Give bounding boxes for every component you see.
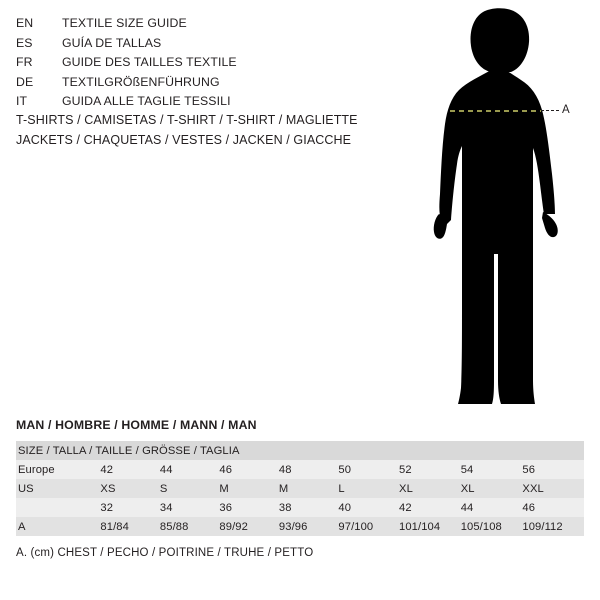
language-code: EN	[16, 16, 34, 30]
table-row	[16, 498, 584, 517]
language-code: ES	[16, 35, 33, 50]
table-cell: 42	[399, 498, 461, 517]
language-list	[16, 14, 376, 112]
language-text: TEXTILGRÖßENFÜHRUNG	[62, 74, 220, 89]
table-cell: XL	[399, 479, 461, 498]
table-cell: 36	[219, 498, 279, 517]
language-row	[16, 73, 376, 93]
table-cell: XXL	[522, 479, 584, 498]
table-cell: 38	[279, 498, 339, 517]
table-cell: 44	[160, 460, 220, 479]
table-cell: 109/112	[522, 517, 584, 536]
table-cell: S	[160, 479, 220, 498]
size-table-container	[16, 441, 584, 536]
male-silhouette-figure	[395, 8, 600, 408]
language-text: TEXTILE SIZE GUIDE	[62, 16, 187, 30]
table-cell: 46	[522, 498, 584, 517]
table-cell: 85/88	[160, 517, 220, 536]
table-cell: 56	[522, 460, 584, 479]
table-cell: 52	[399, 460, 461, 479]
table-cell: XS	[100, 479, 160, 498]
table-cell: 54	[461, 460, 523, 479]
table-cell: 101/104	[399, 517, 461, 536]
language-code: FR	[16, 55, 33, 69]
language-text: GUIDE DES TAILLES TEXTILE	[62, 55, 237, 69]
table-cell: 89/92	[219, 517, 279, 536]
language-row	[16, 34, 376, 54]
language-row	[16, 53, 376, 73]
row-label: A	[16, 517, 100, 536]
table-cell: 42	[100, 460, 160, 479]
language-code: IT	[16, 94, 28, 108]
row-label	[16, 498, 100, 517]
table-header-label: SIZE / TALLA / TAILLE / GRÖSSE / TAGLIA	[16, 441, 584, 460]
garment-category-list	[16, 110, 416, 150]
language-row	[16, 14, 376, 34]
table-cell: 32	[100, 498, 160, 517]
row-label: Europe	[16, 460, 100, 479]
callout-dash-line	[541, 110, 559, 112]
category-tshirts: T-SHIRTS / CAMISETAS / T-SHIRT / T-SHIRT / MAGLIETTE	[16, 113, 358, 127]
row-label: US	[16, 479, 100, 498]
table-header-row	[16, 441, 584, 460]
language-text: GUIDA ALLE TAGLIE TESSILI	[62, 94, 231, 108]
measurement-footnote: A. (cm) CHEST / PECHO / POITRINE / TRUHE / PETTO	[16, 547, 314, 559]
gender-title: MAN / HOMBRE / HOMME / MANN / MAN	[16, 418, 257, 432]
table-row	[16, 460, 584, 479]
table-cell: 44	[461, 498, 523, 517]
table-cell: M	[279, 479, 339, 498]
table-cell: 48	[279, 460, 339, 479]
table-cell: M	[219, 479, 279, 498]
size-table	[16, 441, 584, 536]
category-jackets: JACKETS / CHAQUETAS / VESTES / JACKEN / GIACCHE	[16, 133, 352, 147]
table-cell: L	[338, 479, 399, 498]
table-cell: 97/100	[338, 517, 399, 536]
table-cell: 40	[338, 498, 399, 517]
language-row	[16, 92, 376, 112]
table-cell: 93/96	[279, 517, 339, 536]
table-cell: 105/108	[461, 517, 523, 536]
table-cell: 46	[219, 460, 279, 479]
table-row	[16, 479, 584, 498]
chest-callout-label: A	[562, 104, 571, 116]
table-cell: 81/84	[100, 517, 160, 536]
language-text: GUÍA DE TALLAS	[62, 35, 162, 50]
table-cell: XL	[461, 479, 523, 498]
language-code: DE	[16, 74, 34, 89]
table-row	[16, 517, 584, 536]
table-cell: 34	[160, 498, 220, 517]
table-cell: 50	[338, 460, 399, 479]
